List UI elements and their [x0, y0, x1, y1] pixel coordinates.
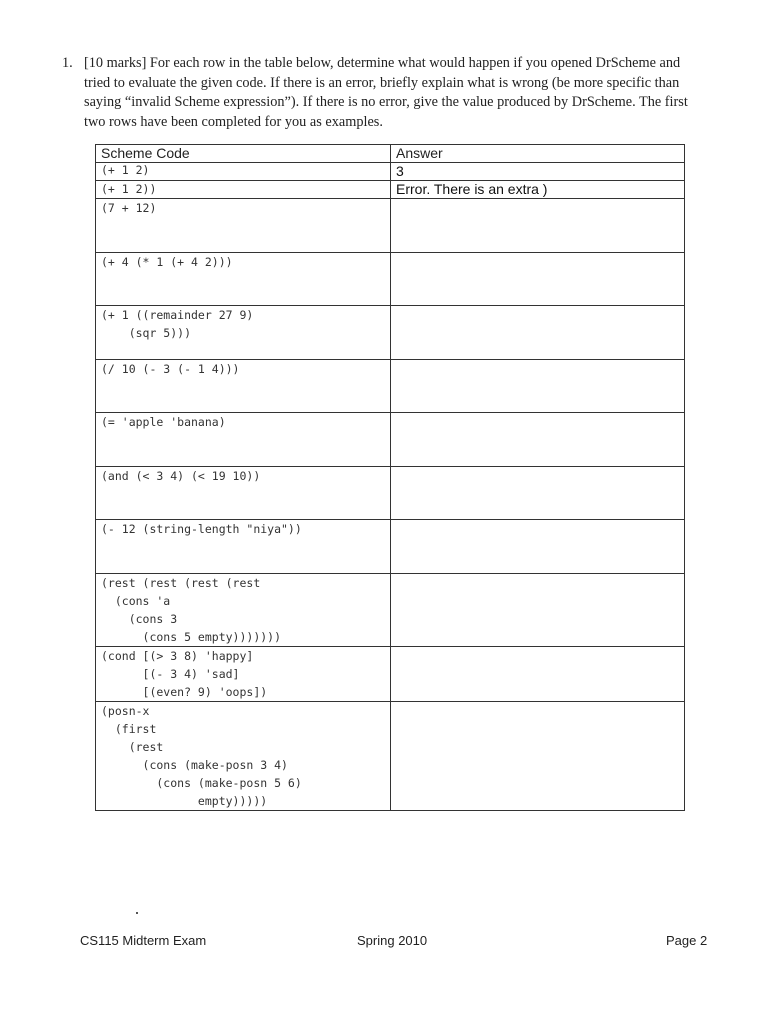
answer-cell: 3: [391, 163, 685, 181]
table-row: [96, 520, 685, 574]
table-row: [96, 413, 685, 467]
footer-page-number: Page 2: [666, 933, 708, 948]
table-row: [96, 181, 685, 199]
scheme-code-cell: (+ 4 (* 1 (+ 4 2))): [96, 253, 391, 306]
table-row: [96, 253, 685, 306]
table-row: [96, 647, 685, 702]
answer-cell[interactable]: [391, 702, 685, 811]
table-header-row: [96, 145, 685, 163]
answer-cell: Error. There is an extra ): [391, 181, 685, 199]
table-row: [96, 360, 685, 413]
answer-cell[interactable]: [391, 574, 685, 647]
table-row: [96, 199, 685, 253]
scheme-code-cell: (rest (rest (rest (rest (cons 'a (cons 3 (cons 5 empty))))))): [96, 574, 391, 647]
table-row: [96, 306, 685, 360]
answer-cell[interactable]: [391, 520, 685, 574]
header-scheme-code: Scheme Code: [96, 145, 391, 163]
scheme-code-cell: (and (< 3 4) (< 19 10)): [96, 467, 391, 520]
header-answer: Answer: [391, 145, 685, 163]
footer-course: CS115 Midterm Exam: [80, 933, 207, 948]
scheme-code-cell: (= 'apple 'banana): [96, 413, 391, 467]
answer-cell[interactable]: [391, 199, 685, 253]
scheme-code-cell: (posn-x (first (rest (cons (make-posn 3 4) (cons (make-posn 5 6) empty))))): [96, 702, 391, 811]
question-block: [62, 54, 702, 132]
answer-cell[interactable]: [391, 306, 685, 360]
scheme-code-cell: (cond [(> 3 8) 'happy] [(- 3 4) 'sad] [(even? 9) 'oops]): [96, 647, 391, 702]
question-text: [10 marks] For each row in the table below, determine what would happen if you opened DrScheme and tried to evaluate the given code. If there is an error, briefly explain what is wrong (be more specific than saying “invalid Scheme expression”). If there is no error, give the value produced by DrScheme. The first two rows have been completed for you as examples.: [84, 55, 688, 130]
table-row: [96, 467, 685, 520]
answer-cell[interactable]: [391, 253, 685, 306]
answer-cell[interactable]: [391, 647, 685, 702]
scheme-code-cell: (7 + 12): [96, 199, 391, 253]
scheme-code-cell: (+ 1 ((remainder 27 9) (sqr 5))): [96, 306, 391, 360]
scheme-code-cell: (- 12 (string-length "niya")): [96, 520, 391, 574]
answer-cell[interactable]: [391, 360, 685, 413]
answer-table: [95, 144, 685, 811]
table-row: [96, 163, 685, 181]
scan-speck: [136, 912, 138, 914]
footer-term: Spring 2010: [357, 933, 428, 948]
scheme-code-cell: (+ 1 2): [96, 163, 391, 181]
table-row: [96, 702, 685, 811]
table-row: [96, 574, 685, 647]
scheme-code-cell: (/ 10 (- 3 (- 1 4))): [96, 360, 391, 413]
answer-cell[interactable]: [391, 467, 685, 520]
answer-cell[interactable]: [391, 413, 685, 467]
scheme-code-cell: (+ 1 2)): [96, 181, 391, 199]
question-number: 1.: [62, 55, 73, 71]
